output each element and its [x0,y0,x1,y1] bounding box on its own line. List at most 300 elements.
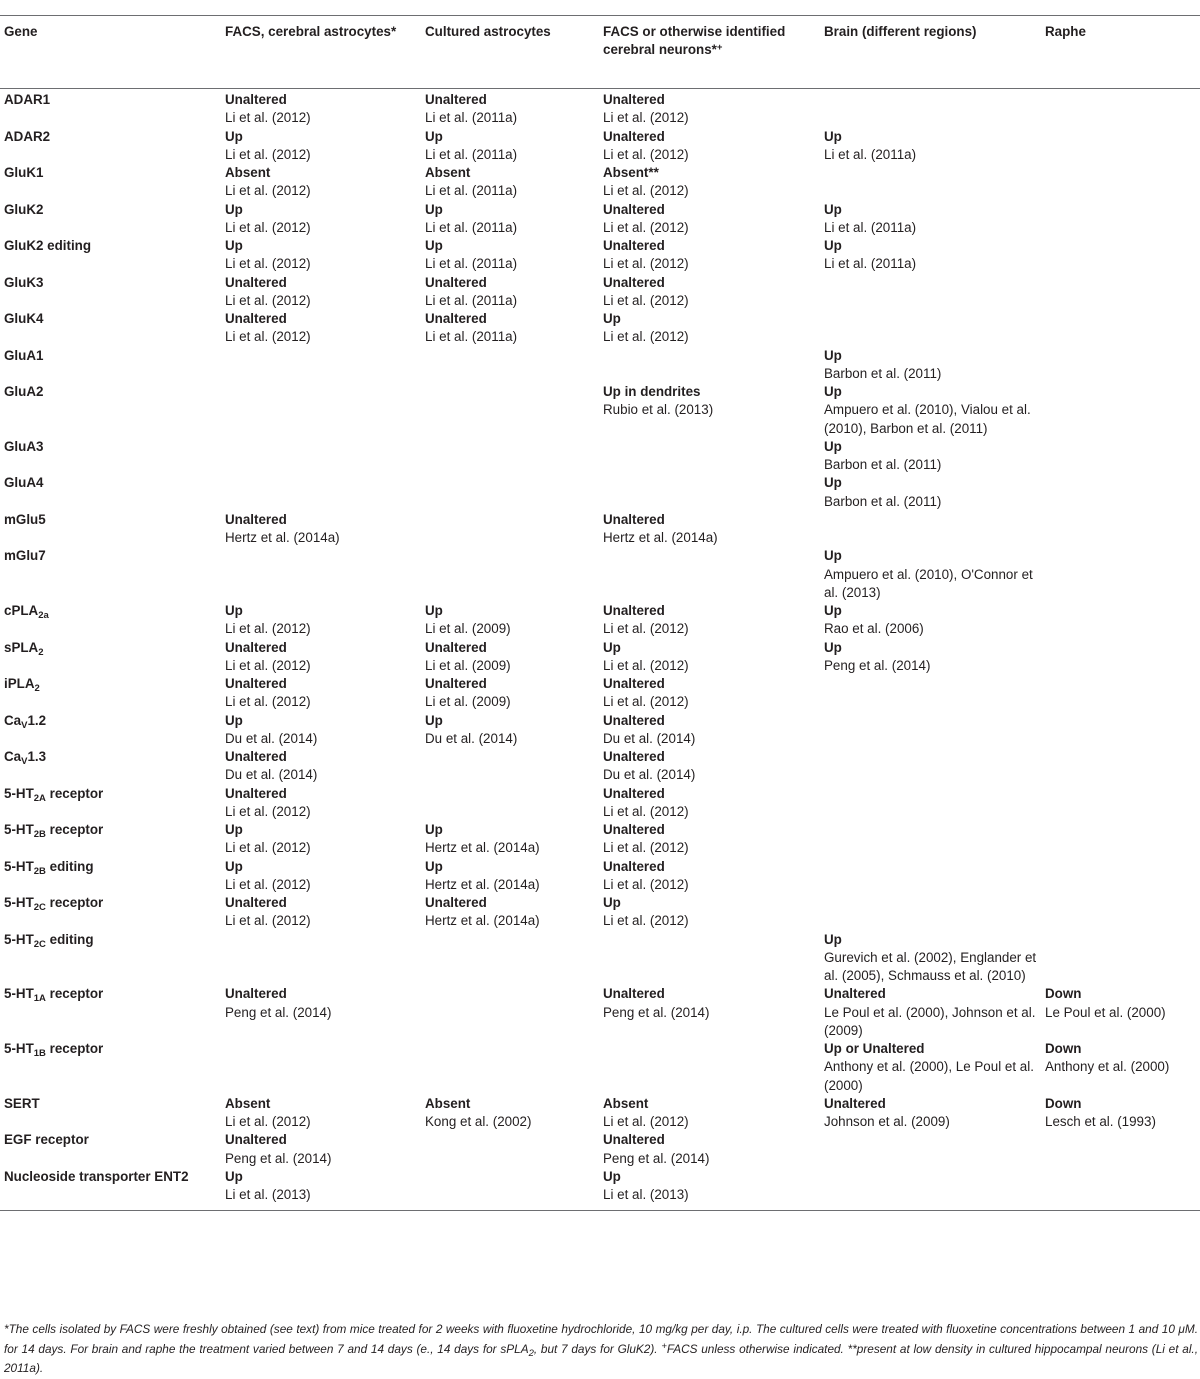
facs-neurons-cell [599,511,820,548]
status-value: Unaltered [824,1095,886,1111]
brain-cell [820,237,1041,274]
facs-neurons-cell [599,383,820,438]
facs-astrocytes-cell [221,1168,421,1211]
status-value: Up [225,238,243,253]
status-value: Up [225,1168,243,1184]
facs-astrocytes-cell [221,894,421,931]
brain-cell [820,821,1041,858]
reference-citation[interactable]: Li et al. (2012) [603,292,689,308]
facs-astrocytes-cell [221,310,421,347]
gene-cell: $5-HT_{2A}$ receptor [4,785,104,804]
reference-citation[interactable]: Li et al. (2012) [603,329,689,345]
raphe-cell [1041,89,1200,128]
reference-citation[interactable]: Anthony et al. (2000), Le Poul et al. (2000) [824,1059,1034,1093]
status-value: Up [824,128,842,144]
brain-cell [820,1168,1041,1211]
brain-cell [820,785,1041,822]
gene-cell: $5-HT_{2B}$ receptor [4,822,104,840]
reference-citation[interactable]: Li et al. (2009) [425,657,511,673]
status-value: Up [824,548,842,564]
table-row [0,547,1200,602]
facs-neurons-cell [599,712,820,749]
reference-citation[interactable]: Li et al. (2012) [603,146,689,162]
status-value: Unaltered [603,858,665,874]
header-gene: Gene [0,16,221,89]
cultured-astrocytes-cell [421,347,599,384]
facs-astrocytes-cell [221,639,421,676]
facs-astrocytes-cell [221,1131,421,1168]
reference-citation[interactable]: Li et al. (2011a) [425,110,518,126]
facs-neurons-cell [599,1168,820,1211]
reference-citation[interactable]: Li et al. (2011a) [824,219,917,235]
status-value: Unaltered [225,895,287,910]
reference-citation[interactable]: Li et al. (2012) [603,621,689,637]
gene-cell: cPLA$_{2a}$ [4,603,49,621]
status-value: Unaltered [225,511,287,527]
brain-cell [820,474,1041,511]
facs-astrocytes-cell [221,985,421,1040]
brain-cell [820,347,1041,384]
table-row [0,748,1200,785]
reference-citation[interactable]: Li et al. (2012) [225,840,311,856]
status-value: Unaltered [225,92,287,107]
gene-cell: EGF receptor [4,1132,89,1148]
reference-citation[interactable]: Anthony et al. (2000) [1045,1059,1170,1075]
gene-cell: GluA4 [4,475,44,491]
reference-citation[interactable]: Lesch et al. (1993) [1045,1114,1156,1129]
header-facs-astrocytes: FACS, cerebral astrocytes* [221,16,421,89]
brain-cell [820,274,1041,311]
cultured-astrocytes-cell [421,547,599,602]
facs-astrocytes-cell [221,511,421,548]
reference-citation[interactable]: Li et al. (2012) [603,876,689,892]
reference-citation[interactable]: Peng et al. (2014) [603,1004,710,1020]
facs-astrocytes-cell [221,1095,421,1132]
status-value: Up [425,712,443,728]
status-value: Up [225,712,243,728]
reference-citation[interactable]: Li et al. (2011a) [425,329,518,345]
status-value: Up [824,603,842,618]
reference-citation[interactable]: Li et al. (2011a) [425,183,518,199]
reference-citation[interactable]: Du et al. (2014) [225,730,318,746]
facs-neurons-cell [599,237,820,274]
reference-citation[interactable]: Li et al. (2013) [603,1187,689,1202]
raphe-cell [1041,438,1200,475]
status-value: Up [225,822,243,837]
table-row [0,1095,1200,1132]
status-value: Unaltered [225,986,287,1002]
reference-citation[interactable]: Li et al. (2011a) [425,219,518,235]
gene-cell: GluK1 [4,165,44,180]
status-value: Up [824,201,842,217]
raphe-cell [1041,383,1200,438]
brain-cell [820,639,1041,676]
reference-citation[interactable]: Li et al. (2012) [225,219,311,235]
reference-citation[interactable]: Gurevich et al. (2002), Englander et al. (2005), Schmauss et al. (2010) [824,949,1037,983]
brain-cell [820,712,1041,749]
reference-citation[interactable]: Li et al. (2012) [225,329,311,345]
cultured-astrocytes-cell [421,785,599,822]
table-row [0,602,1200,639]
table-row [0,438,1200,475]
gene-cell: iPLA$_2$ [4,676,40,694]
gene-cell: GluA3 [4,438,44,454]
reference-citation[interactable]: Barbon et al. (2011) [824,365,942,381]
cultured-astrocytes-cell [421,894,599,931]
status-value: Absent [225,165,271,180]
status-value: Unaltered [425,274,487,290]
cultured-astrocytes-cell [421,274,599,311]
status-value: Unaltered [603,511,665,527]
status-value: Up [425,238,443,253]
status-value: Unaltered [603,92,665,107]
facs-astrocytes-cell [221,274,421,311]
reference-citation[interactable]: Li et al. (2012) [225,292,311,308]
status-value: Unaltered [225,274,287,290]
status-value: Up [603,1168,621,1184]
cultured-astrocytes-cell [421,1095,599,1132]
reference-citation[interactable]: Li et al. (2012) [225,876,311,892]
raphe-cell [1041,274,1200,311]
table-row [0,383,1200,438]
facs-neurons-cell [599,1131,820,1168]
table-row [0,237,1200,274]
facs-neurons-cell [599,602,820,639]
brain-cell [820,858,1041,895]
reference-citation[interactable]: Li et al. (2013) [225,1187,311,1202]
reference-citation[interactable]: Li et al. (2012) [225,183,311,199]
raphe-cell [1041,985,1200,1040]
facs-astrocytes-cell [221,785,421,822]
gene-cell: mGlu5 [4,511,46,527]
reference-citation[interactable]: Hertz et al. (2014a) [603,530,718,545]
status-value: Absent [603,1095,649,1111]
reference-citation[interactable]: Li et al. (2009) [425,694,511,710]
status-value: Unaltered [603,201,665,217]
facs-astrocytes-cell [221,201,421,238]
cultured-astrocytes-cell [421,985,599,1040]
table-row [0,931,1200,986]
status-value: Up [225,128,243,144]
raphe-cell [1041,894,1200,931]
cultured-astrocytes-cell [421,438,599,475]
facs-astrocytes-cell [221,128,421,165]
cultured-astrocytes-cell [421,748,599,785]
cultured-astrocytes-cell [421,1040,599,1095]
table-row [0,785,1200,822]
table-row [0,511,1200,548]
gene-cell: $Ca_V1.2$ [4,712,47,731]
brain-cell [820,748,1041,785]
brain-cell [820,1040,1041,1095]
reference-citation[interactable]: Li et al. (2011a) [425,292,518,308]
reference-citation[interactable]: Li et al. (2012) [225,1114,311,1129]
brain-cell [820,201,1041,238]
facs-astrocytes-cell [221,438,421,475]
facs-astrocytes-cell [221,712,421,749]
gene-cell: SERT [4,1095,40,1111]
facs-neurons-cell [599,931,820,986]
facs-astrocytes-cell [221,858,421,895]
gene-cell: sPLA$_2$ [4,639,44,658]
facs-astrocytes-cell [221,547,421,602]
raphe-cell [1041,748,1200,785]
reference-citation[interactable]: Rao et al. (2006) [824,621,924,637]
reference-citation[interactable]: Li et al. (2012) [603,1114,689,1129]
reference-citation[interactable]: Hertz et al. (2014a) [425,876,540,892]
gene-cell: Nucleoside transporter ENT2 [0,1168,221,1211]
raphe-cell [1041,602,1200,639]
reference-citation[interactable]: Li et al. (2012) [603,657,689,673]
table-footnote: *The cells isolated by FACS were freshly obtained (see text) from mice treated for 2 weeks with fluoxetine hydrochloride, 10 mg/kg per day, i.p. The cultured cells were treated with fluoxetine concentrations between 1 and 10 μM. for 14 days. For brain and raphe the treatment varied between 7 and 14 days (e., 14 days for sPLA$_2$, but 7 days for GluK2). +FACS unless otherwise indicated. **present at low density in cultured hippocampal neurons (Li et al., 2011a). [4,1322,1198,1375]
header-raphe: Raphe [1041,16,1200,89]
table-row [0,274,1200,311]
status-value: Unaltered [225,311,287,326]
table-row [0,474,1200,511]
reference-citation[interactable]: Rubio et al. (2013) [603,402,714,418]
status-value: Up [824,384,842,399]
reference-citation[interactable]: Peng et al. (2014) [603,1150,710,1166]
cultured-astrocytes-cell [421,712,599,749]
gene-cell: GluK3 [4,274,44,290]
status-value: Up [425,201,443,217]
table-row [0,1168,1200,1211]
reference-citation[interactable]: Le Poul et al. (2000) [1045,1004,1166,1020]
status-value: Up [425,858,443,874]
status-value: Unaltered [603,128,665,144]
reference-citation[interactable]: Hertz et al. (2014a) [225,530,340,545]
header-brain: Brain (different regions) [820,16,1041,89]
facs-neurons-cell [599,274,820,311]
raphe-cell [1041,1131,1200,1168]
reference-citation[interactable]: Li et al. (2012) [603,110,689,126]
brain-cell [820,931,1041,986]
reference-citation[interactable]: Ampuero et al. (2010), Vialou et al. (2010), Barbon et al. (2011) [824,402,1031,436]
header-facs-neurons: FACS or otherwise identified cerebral neurons*+ [599,16,820,89]
gene-cell: GluK2 [4,201,44,217]
cultured-astrocytes-cell [421,164,599,201]
table-row [0,347,1200,384]
table-row [0,310,1200,347]
reference-citation[interactable]: Li et al. (2012) [225,146,311,162]
reference-citation[interactable]: Du et al. (2014) [603,730,696,746]
gene-cell: $5-HT_{2C}$ receptor [4,895,104,913]
raphe-cell [1041,639,1200,676]
reference-citation[interactable]: Barbon et al. (2011) [824,493,942,509]
facs-neurons-cell [599,310,820,347]
brain-cell [820,1131,1041,1168]
reference-citation[interactable]: Li et al. (2011a) [425,146,518,162]
table-row [0,675,1200,712]
facs-astrocytes-cell [221,1040,421,1095]
status-value: Unaltered [225,676,287,691]
status-value: Unaltered [425,676,487,691]
table-row [0,985,1200,1040]
table-row [0,639,1200,676]
reference-citation[interactable]: Li et al. (2012) [603,256,689,272]
reference-citation[interactable]: Li et al. (2011a) [824,146,917,162]
status-value: Unaltered [225,639,287,655]
status-value: Unaltered [425,639,487,655]
reference-citation[interactable]: Johnson et al. (2009) [824,1114,950,1129]
status-value: Unaltered [603,749,665,764]
status-value: Unaltered [603,986,665,1002]
brain-cell [820,511,1041,548]
raphe-cell [1041,858,1200,895]
status-value: Up [603,639,621,655]
facs-neurons-cell [599,985,820,1040]
table-row [0,128,1200,165]
facs-neurons-cell [599,821,820,858]
gene-cell: $5-HT_{1A}$ receptor [4,986,104,1005]
reference-citation[interactable]: Hertz et al. (2014a) [425,913,540,929]
facs-neurons-cell [599,347,820,384]
facs-neurons-cell [599,858,820,895]
facs-astrocytes-cell [221,748,421,785]
brain-cell [820,547,1041,602]
facs-neurons-cell [599,785,820,822]
raphe-cell [1041,931,1200,986]
reference-citation[interactable]: Li et al. (2012) [603,694,689,710]
facs-neurons-cell [599,128,820,165]
status-value: Unaltered [225,785,287,801]
brain-cell [820,383,1041,438]
reference-citation[interactable]: Kong et al. (2002) [425,1114,532,1129]
facs-neurons-cell [599,748,820,785]
brain-cell [820,89,1041,128]
reference-citation[interactable]: Barbon et al. (2011) [824,457,942,472]
footnote-citation-link[interactable]: Li et al., 2011a [4,1341,1198,1375]
reference-citation[interactable]: Li et al. (2012) [225,256,311,272]
facs-neurons-cell [599,1040,820,1095]
cultured-astrocytes-cell [421,1131,599,1168]
table-row [0,201,1200,238]
gene-cell: mGlu7 [4,548,46,564]
table-row [0,858,1200,895]
reference-citation[interactable]: Li et al. (2012) [225,621,311,637]
status-value: Down [1045,1041,1082,1056]
reference-citation[interactable]: Peng et al. (2014) [225,1004,332,1020]
cultured-astrocytes-cell [421,237,599,274]
facs-neurons-cell [599,89,820,128]
cultured-astrocytes-cell [421,1168,599,1211]
brain-cell [820,985,1041,1040]
reference-citation[interactable]: Peng et al. (2014) [824,657,931,673]
cultured-astrocytes-cell [421,675,599,712]
reference-citation[interactable]: Du et al. (2014) [425,730,518,746]
reference-citation[interactable]: Du et al. (2014) [603,767,696,783]
facs-astrocytes-cell [221,347,421,384]
cultured-astrocytes-cell [421,511,599,548]
reference-citation[interactable]: Li et al. (2012) [603,913,689,929]
raphe-cell [1041,547,1200,602]
reference-citation[interactable]: Li et al. (2012) [603,219,689,235]
cultured-astrocytes-cell [421,602,599,639]
reference-citation[interactable]: Ampuero et al. (2010), O'Connor et al. (2013) [824,566,1033,600]
gene-cell: GluA1 [4,347,44,363]
reference-citation[interactable]: Li et al. (2012) [225,913,311,929]
brain-cell [820,894,1041,931]
brain-cell [820,1095,1041,1132]
facs-neurons-cell [599,1095,820,1132]
status-value: Up [824,238,842,253]
cultured-astrocytes-cell [421,383,599,438]
reference-citation[interactable]: Li et al. (2011a) [824,256,917,272]
cultured-astrocytes-cell [421,858,599,895]
raphe-cell [1041,164,1200,201]
status-value: Down [1045,1095,1082,1111]
status-value: Up [824,438,842,454]
cultured-astrocytes-cell [421,639,599,676]
raphe-cell [1041,1095,1200,1132]
raphe-cell [1041,821,1200,858]
reference-citation[interactable]: Le Poul et al. (2000), Johnson et al. (2009) [824,1004,1036,1038]
status-value: Down [1045,986,1082,1002]
cultured-astrocytes-cell [421,310,599,347]
table-row [0,164,1200,201]
reference-citation[interactable]: Li et al. (2012) [603,840,689,856]
raphe-cell [1041,1168,1200,1211]
reference-citation[interactable]: Li et al. (2011a) [425,256,518,272]
status-value: Absent [425,165,471,180]
status-value: Unaltered [603,1132,665,1148]
brain-cell [820,675,1041,712]
cultured-astrocytes-cell [421,821,599,858]
brain-cell [820,164,1041,201]
reference-citation[interactable]: Hertz et al. (2014a) [425,840,540,856]
gene-cell: ADAR1 [4,92,51,107]
gene-cell: ADAR2 [4,128,51,144]
reference-citation[interactable]: Du et al. (2014) [225,767,318,783]
reference-citation[interactable]: Li et al. (2012) [225,657,311,673]
reference-citation[interactable]: Peng et al. (2014) [225,1150,332,1166]
gene-cell: GluK4 [4,311,44,326]
table-row [0,894,1200,931]
facs-neurons-cell [599,675,820,712]
reference-citation[interactable]: Li et al. (2012) [225,803,311,819]
table-row [0,1040,1200,1095]
raphe-cell [1041,128,1200,165]
status-value: Unaltered [425,895,487,910]
reference-citation[interactable]: Li et al. (2012) [225,694,311,710]
reference-citation[interactable]: Li et al. (2012) [603,803,689,819]
gene-cell: $Ca_V1.3$ [4,749,47,767]
raphe-cell [1041,1040,1200,1095]
status-value: Unaltered [425,92,487,107]
table-row [0,89,1200,128]
raphe-cell [1041,675,1200,712]
table-row [0,821,1200,858]
reference-citation[interactable]: Li et al. (2012) [603,183,689,199]
status-value: Up [603,311,621,326]
raphe-cell [1041,347,1200,384]
table-row [0,712,1200,749]
header-cultured-astrocytes: Cultured astrocytes [421,16,599,89]
status-value: Up [425,603,443,618]
brain-cell [820,602,1041,639]
table-row [0,1131,1200,1168]
gene-cell: $5-HT_{2C}$ editing [4,931,94,950]
status-value: Unaltered [824,986,886,1002]
facs-astrocytes-cell [221,89,421,128]
cultured-astrocytes-cell [421,89,599,128]
status-value: Unaltered [425,311,487,326]
reference-citation[interactable]: Li et al. (2009) [425,621,511,637]
reference-citation[interactable]: Li et al. (2012) [225,110,311,126]
gene-cell: GluA2 [4,384,44,399]
raphe-cell [1041,201,1200,238]
cultured-astrocytes-cell [421,128,599,165]
